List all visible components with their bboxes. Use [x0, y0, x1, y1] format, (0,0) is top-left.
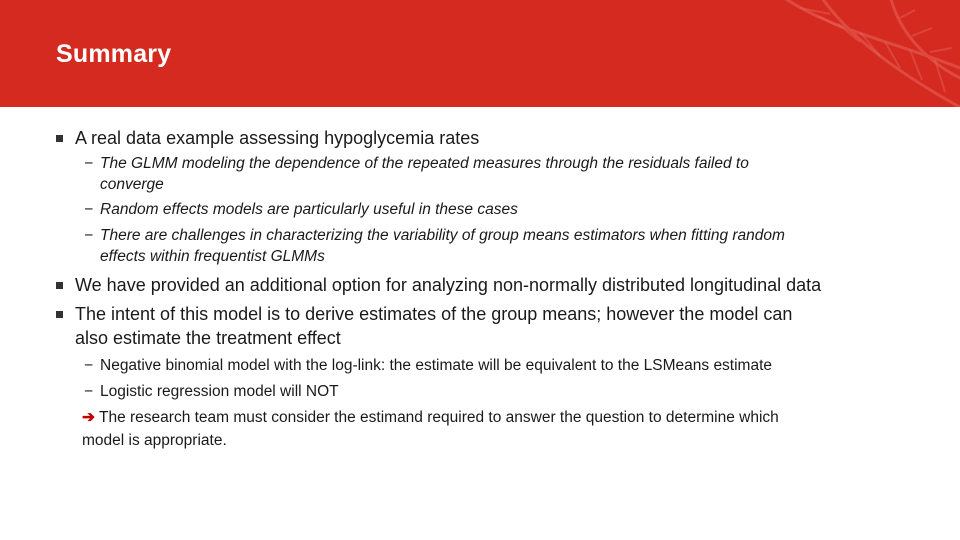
sub-bullet-continuation: [56, 246, 916, 268]
sub-bullet-text: effects within frequentist GLMMs: [100, 248, 325, 265]
dna-helix-graphic: [740, 0, 960, 107]
bullet-item: [56, 127, 916, 150]
right-arrow-icon: ➔: [82, 409, 95, 426]
slide-title: Summary: [56, 40, 172, 68]
dash-bullet-icon: −: [84, 227, 94, 244]
sub-bullet-text: Negative binomial model with the log-link: the estimate will be equivalent to the LSMeans estimate: [100, 357, 773, 374]
dash-bullet-icon: −: [84, 155, 94, 172]
sub-bullet-text: converge: [100, 176, 164, 193]
sub-bullet-text: Logistic regression model will NOT: [100, 383, 339, 400]
conclusion-text: model is appropriate.: [82, 432, 227, 449]
bullet-text: The intent of this model is to derive estimates of the group means; however the model can: [75, 304, 793, 324]
sub-bullet-item: [56, 355, 916, 377]
sub-bullet-continuation: [56, 174, 916, 196]
bullet-text: We have provided an additional option for analyzing non-normally distributed longitudinal data: [75, 275, 822, 295]
square-bullet-icon: [56, 282, 63, 289]
square-bullet-icon: [56, 135, 63, 142]
sub-bullet-item: [56, 381, 916, 403]
square-bullet-icon: [56, 311, 63, 318]
conclusion-text: The research team must consider the estimand required to answer the question to determine which: [99, 409, 779, 426]
slide-header: [0, 0, 960, 107]
bullet-text: A real data example assessing hypoglycemia rates: [75, 128, 480, 148]
dash-bullet-icon: −: [84, 383, 94, 400]
conclusion-continuation: [56, 430, 916, 452]
sub-bullet-text: The GLMM modeling the dependence of the repeated measures through the residuals failed to: [100, 155, 749, 172]
sub-bullet-text: There are challenges in characterizing the variability of group means estimators when fitting random: [100, 227, 785, 244]
sub-bullet-item: [56, 225, 916, 247]
sub-bullet-item: [56, 199, 916, 221]
sub-bullet-text: Random effects models are particularly useful in these cases: [100, 201, 518, 218]
bullet-continuation: [56, 327, 916, 350]
bullet-item: [56, 274, 916, 297]
sub-bullet-item: [56, 153, 916, 175]
conclusion-line: [56, 407, 916, 429]
bullet-item: [56, 303, 916, 326]
dash-bullet-icon: −: [84, 357, 94, 374]
bullet-text: also estimate the treatment effect: [75, 328, 341, 348]
slide-body: [56, 127, 916, 452]
dash-bullet-icon: −: [84, 201, 94, 218]
